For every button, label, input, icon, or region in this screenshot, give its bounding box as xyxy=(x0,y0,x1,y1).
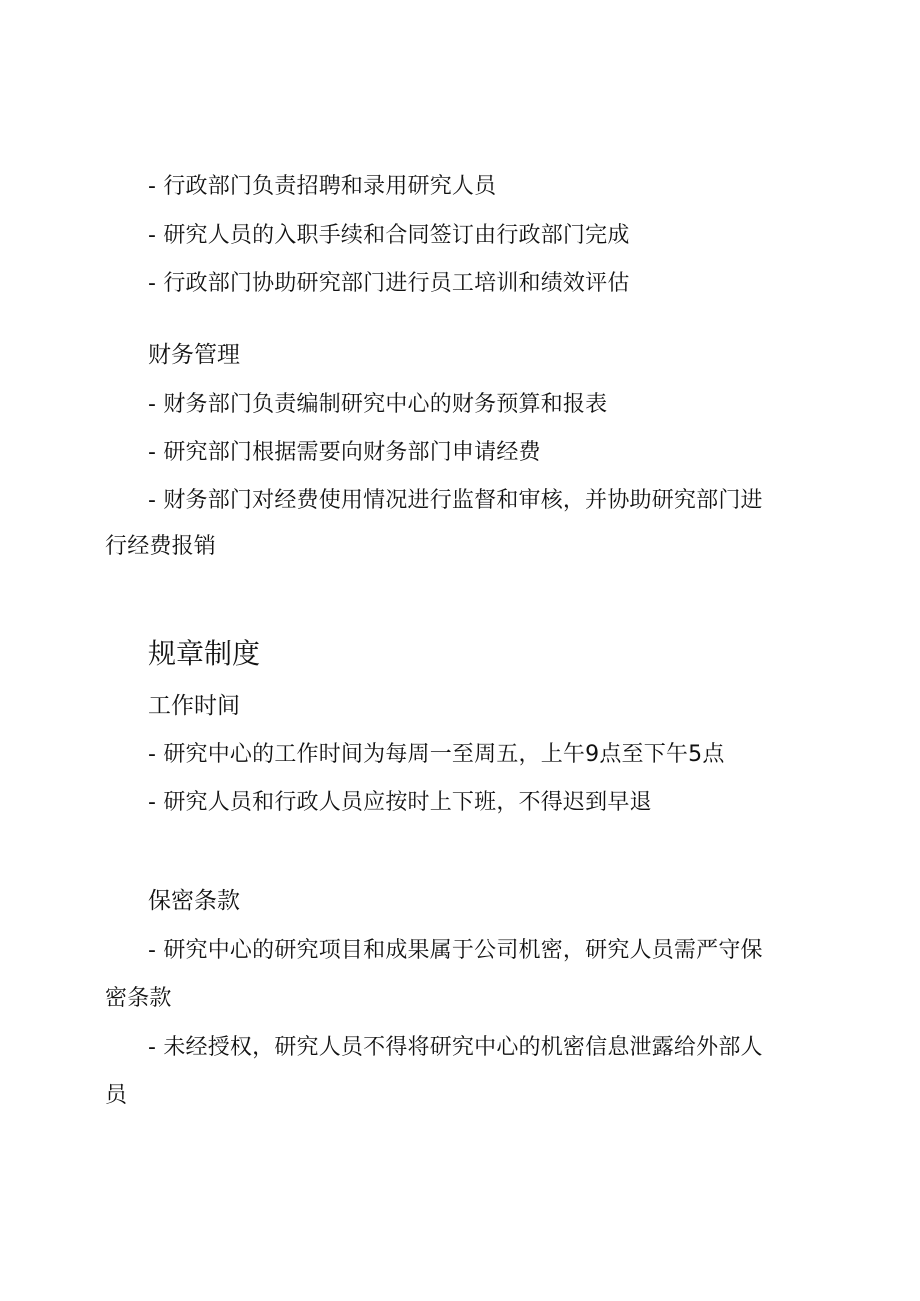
confidential-item-2-line-1: - 未经授权，研究人员不得将研究中心的机密信息泄露给外部人 xyxy=(148,1035,763,1060)
admin-item-3: - 行政部门协助研究部门进行员工培训和绩效评估 xyxy=(148,271,630,296)
finance-heading: 财务管理 xyxy=(148,342,240,368)
admin-item-1: - 行政部门负责招聘和录用研究人员 xyxy=(148,174,497,199)
finance-item-3-line-1: - 财务部门对经费使用情况进行监督和审核，并协助研究部门进 xyxy=(148,488,763,513)
finance-item-3-line-2: 行经费报销 xyxy=(105,534,217,559)
worktime-heading: 工作时间 xyxy=(148,693,240,719)
worktime-item-2: - 研究人员和行政人员应按时上下班，不得迟到早退 xyxy=(148,790,652,815)
worktime-item-1: - 研究中心的工作时间为每周一至周五，上午9点至下午5点 xyxy=(148,742,725,767)
confidential-item-1-line-2: 密条款 xyxy=(105,986,172,1011)
finance-item-1: - 财务部门负责编制研究中心的财务预算和报表 xyxy=(148,392,608,417)
finance-item-2: - 研究部门根据需要向财务部门申请经费 xyxy=(148,440,541,465)
admin-item-2: - 研究人员的入职手续和合同签订由行政部门完成 xyxy=(148,223,630,248)
confidential-heading: 保密条款 xyxy=(148,888,240,914)
confidential-item-1-line-1: - 研究中心的研究项目和成果属于公司机密，研究人员需严守保 xyxy=(148,938,763,963)
confidential-item-2-line-2: 员 xyxy=(105,1083,128,1108)
rules-heading: 规章制度 xyxy=(148,637,261,670)
